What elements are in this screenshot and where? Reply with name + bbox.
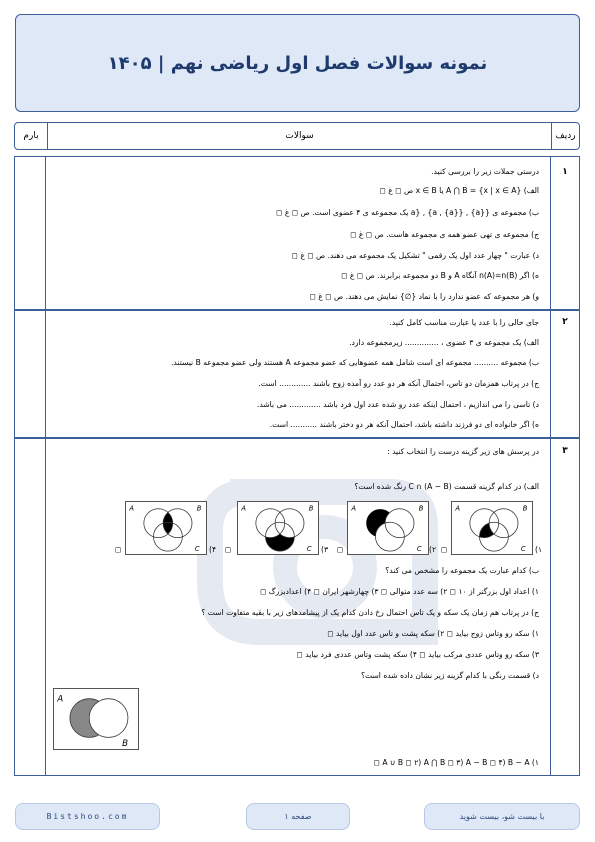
venn-option-2 (347, 501, 429, 555)
q2-number: ۲ (562, 317, 568, 327)
venn-option-1-label: ۱) (535, 545, 543, 554)
q2-item: الف) یک مجموعه ی ۳ عضوی ، .............. زیرمجموعه دارد. (349, 338, 539, 347)
q1-item: و) هر مجموعه که عضو ندارد را با نماد {∅} نمایش می دهند. ص ◻ غ ◻ (309, 292, 539, 301)
venn-label-c: C (520, 545, 526, 554)
q1-item: ه) اگر n(A)=n(B) آنگاه A و B دو مجموعه برابرند. ص ◻ غ ◻ (341, 271, 539, 280)
venn-option-3-label: ۳) (321, 545, 329, 554)
q1-intro: درستی جملات زیر را بررسی کنید. (431, 167, 539, 176)
venn-label-c: C (306, 545, 312, 554)
venn-label-b: B (522, 504, 528, 513)
q2-item: د) تاسی را می اندازیم ، احتمال اینکه عدد رو شده عدد اول فرد باشد ............. می باشد. (256, 400, 539, 409)
q2-item: ب) مجموعه .......... مجموعه ای است شامل همه عضوهایی که عضو مجموعه A هستند ولی عضو مجموعه B نیستند. (171, 358, 539, 367)
footer-page-number: صفحه ۱ (246, 803, 350, 830)
q2-intro: جای خالی را با عدد یا عبارت مناسب کامل کنید. (389, 318, 539, 327)
q3-part-c-question: ج) در پرتاب هم زمان یک سکه و یک تاس احتمال رخ دادن کدام یک از پیشامدهای زیر با بقیه متفاوت است ؟ (201, 608, 539, 617)
venn-option-3 (237, 501, 319, 555)
q3-part-d-options: ۱) A ∪ B ◻ ۲) A ⋂ B ◻ ۳) A − B ◻ ۴) B − A ◻ (373, 758, 539, 767)
venn-label-b: B (196, 504, 202, 513)
q3-intro: در پرسش های زیر گزینه درست را انتخاب کنید : (387, 447, 539, 456)
q2-item: ه) اگر خانواده ای دو فرزند داشته باشد، احتمال آنکه هر دو دختر باشند ........... است. (269, 420, 539, 429)
checkbox[interactable]: ◻ (115, 545, 122, 554)
venn-label-c: C (194, 545, 200, 554)
q3-part-b-options: ۱) اعداد اول بزرگتر از ۱۰ ◻ ۲) سه عدد متوالی ◻ ۳) چهارشهر ایران ◻ ۴) اعدادبزرگ ◻ (260, 587, 539, 596)
footer-site[interactable]: Bistshoo.com (15, 803, 160, 830)
venn-label-a: A (351, 504, 357, 513)
venn-label-c: C (416, 545, 422, 554)
venn-option-1 (451, 501, 533, 555)
table-header (14, 122, 580, 150)
footer-slogan: با بیست شو، بیست شوید (424, 803, 580, 830)
venn-label-a: A (129, 504, 135, 513)
q3-part-d-question: د) قسمت رنگی با کدام گزینه زیر نشان داده شده است؟ (360, 671, 539, 680)
q3-part-b-question: ب) کدام عبارت یک مجموعه را مشخص می کند؟ (385, 566, 539, 575)
header-score: بارم (23, 131, 39, 141)
q3-part-c-options: ۱) سکه رو وتاس زوج بیاید ◻ ۲) سکه پشت و تاس عدد اول بیاید ◻ (327, 629, 539, 638)
venn-option-4-label: ۴) (209, 545, 217, 554)
q1-item: ب) مجموعه ی {{a} , {a , {a}} , {a یک مجموعه ی ۴ عضوی است. ص ◻ غ ◻ (276, 208, 539, 217)
q3-part-c-options: ۳) سکه رو وتاس عددی مرکب بیاید ◻ ۴) سکه پشت وتاس عددی فرد بیاید ◻ (296, 650, 539, 659)
venn-label-b: B (418, 504, 424, 513)
checkbox[interactable]: ◻ (337, 545, 344, 554)
checkbox[interactable]: ◻ (225, 545, 232, 554)
q1-number: ۱ (562, 167, 568, 177)
q1-item: ج) مجموعه ی تهی عضو همه ی مجموعه هاست. ص ◻ غ ◻ (350, 230, 539, 239)
page-title: نمونه سوالات فصل اول ریاضی نهم | ۱۴۰۵ (107, 52, 488, 74)
header-row-number: ردیف (551, 123, 579, 149)
q3-part-a-question: الف) در کدام گزینه قسمت C ∩ (A − B) رنگ شده است؟ (354, 482, 539, 491)
venn-label-b: B (122, 739, 129, 750)
venn-option-4 (125, 501, 207, 555)
q2-item: ج) در پرتاب همزمان دو تاس، احتمال آنکه هر دو عدد رو آمده زوج باشند ............. است. (258, 379, 539, 388)
venn-label-a: A (57, 694, 64, 705)
q3-number: ۳ (562, 446, 568, 456)
title-box (15, 14, 580, 112)
venn-label-a: A (241, 504, 247, 513)
venn-option-2-label: ۲) (429, 545, 437, 554)
venn-label-a: A (455, 504, 461, 513)
checkbox[interactable]: ◻ (441, 545, 448, 554)
questions-table (14, 156, 580, 776)
venn-label-b: B (308, 504, 314, 513)
header-questions: سوالات (47, 123, 551, 149)
q1-item: د) عبارت " چهار عدد اول یک رقمی " تشکیل یک مجموعه می دهند. ص ◻ غ ◻ (291, 251, 539, 260)
venn-part-d (53, 688, 139, 750)
q1-item: الف) {A ⋂ B = {x | x ∈ A یا x ∈ B ص ◻ غ ◻ (379, 186, 539, 195)
